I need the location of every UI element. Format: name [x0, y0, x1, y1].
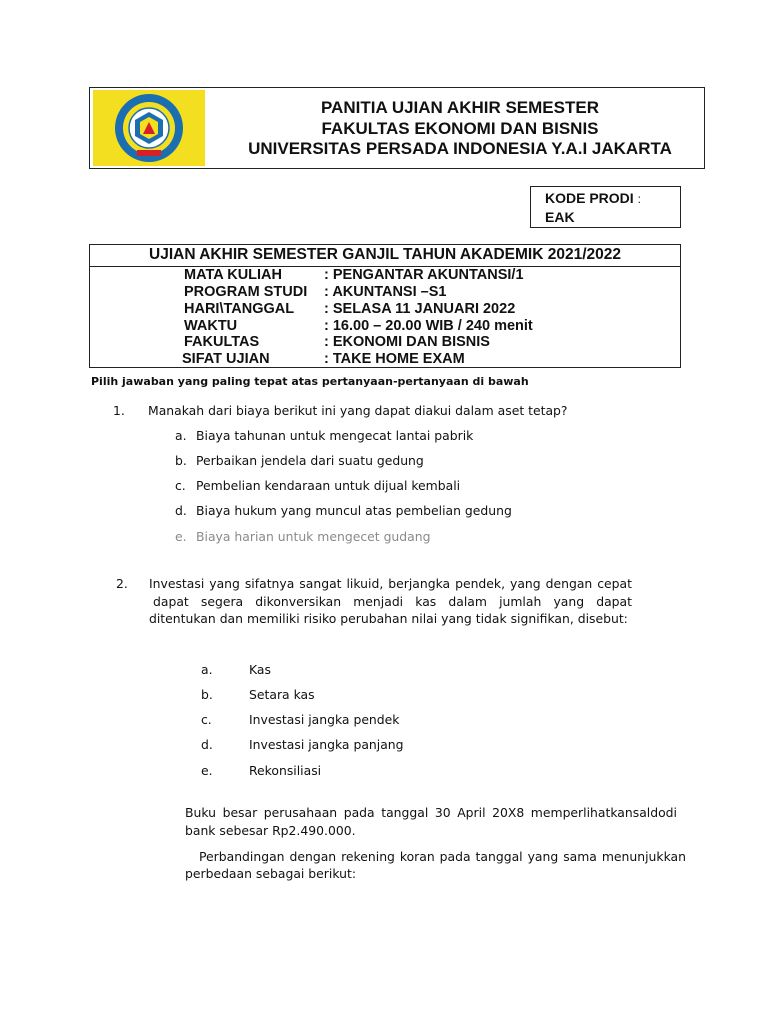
q1-option-text: Pembelian kendaraan untuk dijual kembali [196, 478, 461, 493]
header-line-2: FAKULTAS EKONOMI DAN BISNIS [321, 119, 599, 138]
kode-prodi-label: KODE PRODI [545, 190, 634, 206]
paragraph-1-line-1: Buku besar perusahaan pada tanggal 30 April 20X8 memperlihatkansaldodi [185, 805, 677, 820]
question-2-line-1: Investasi yang sifatnya sangat likuid, berjangka pendek, yang dengan cepat [149, 576, 632, 591]
kode-prodi-colon: : [637, 192, 641, 206]
q2-option-letter: a. [201, 662, 213, 677]
kode-prodi-box [530, 186, 681, 228]
info-key: MATA KULIAH [184, 267, 282, 283]
q1-option-letter: b. [175, 453, 187, 468]
paragraph-2-line-1: Perbandingan dengan rekening koran pada tanggal yang sama menunjukkan [199, 849, 686, 864]
info-key: FAKULTAS [184, 334, 260, 350]
kode-prodi-value: EAK [545, 209, 575, 225]
question-2-number: 2. [116, 576, 128, 591]
q1-option-letter: a. [175, 428, 187, 443]
q1-option-letter: c. [175, 478, 186, 493]
q2-option-letter: d. [201, 737, 213, 752]
info-key: WAKTU [184, 318, 238, 334]
header-line-1: PANITIA UJIAN AKHIR SEMESTER [320, 98, 599, 117]
q1-option-text: Biaya tahunan untuk mengecat lantai pabrik [196, 428, 474, 443]
info-value: : 16.00 – 20.00 WIB / 240 menit [324, 318, 533, 334]
q1-option-letter: d. [175, 503, 187, 518]
q1-option-text: Biaya hukum yang muncul atas pembelian gedung [196, 503, 512, 518]
info-value: : SELASA 11 JANUARI 2022 [324, 301, 516, 317]
q2-option-text: Kas [249, 662, 271, 677]
q2-option-letter: c. [201, 712, 212, 727]
header-line-3: UNIVERSITAS PERSADA INDONESIA Y.A.I JAKARTA [248, 139, 672, 158]
question-1-number: 1. [113, 403, 125, 418]
instruction-text: Pilih jawaban yang paling tepat atas pertanyaan-pertanyaan di bawah [91, 375, 529, 388]
info-key: PROGRAM STUDI [184, 284, 308, 300]
university-logo [93, 90, 205, 166]
q1-option-text: Biaya harian untuk mengecet gudang [196, 529, 431, 544]
info-value: : PENGANTAR AKUNTANSI/1 [324, 267, 524, 283]
q1-option-text: Perbaikan jendela dari suatu gedung [196, 453, 424, 468]
exam-title: UJIAN AKHIR SEMESTER GANJIL TAHUN AKADEMIK 2021/2022 [149, 246, 621, 263]
paragraph-2-line-2: perbedaan sebagai berikut: [185, 866, 356, 881]
question-2-line-3: ditentukan dan memiliki risiko perubahan nilai yang tidak signifikan, disebut: [149, 611, 628, 626]
info-value: : EKONOMI DAN BISNIS [324, 334, 490, 350]
paragraph-1-line-2: bank sebesar Rp2.490.000. [185, 823, 356, 838]
info-key: HARI\TANGGAL [184, 301, 295, 317]
q2-option-text: Investasi jangka panjang [249, 737, 404, 752]
q1-option-letter: e. [175, 529, 187, 544]
q2-option-letter: e. [201, 763, 213, 778]
info-key: SIFAT UJIAN [182, 351, 270, 367]
q2-option-letter: b. [201, 687, 213, 702]
question-1-text: Manakah dari biaya berikut ini yang dapat diakui dalam aset tetap? [148, 403, 568, 418]
info-value: : AKUNTANSI –S1 [324, 284, 447, 300]
q2-option-text: Rekonsiliasi [249, 763, 322, 778]
q2-option-text: Setara kas [249, 687, 315, 702]
q2-option-text: Investasi jangka pendek [249, 712, 400, 727]
question-2-line-2: dapat segera dikonversikan menjadi kas dalam jumlah yang dapat [153, 594, 632, 609]
info-value: : TAKE HOME EXAM [324, 351, 465, 367]
